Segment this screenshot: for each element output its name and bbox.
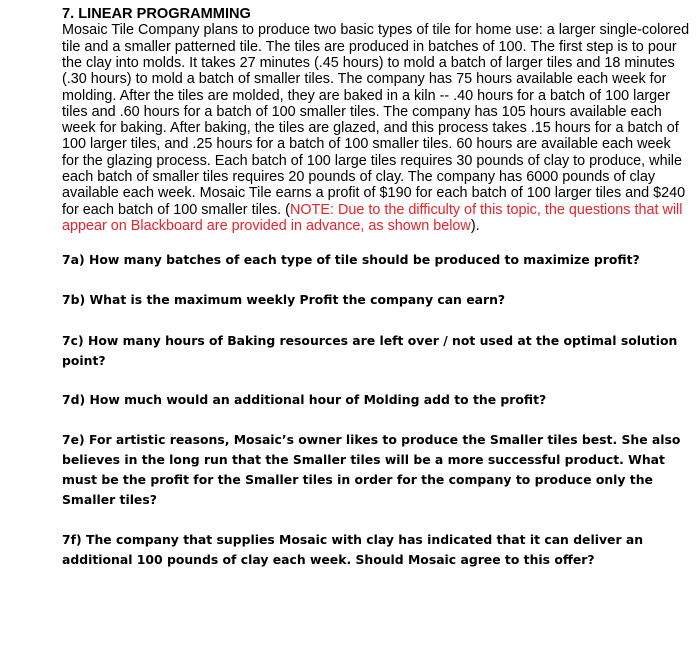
question-7f: 7f) The company that supplies Mosaic with clay has indicated that it can deliver an additional 100 pounds of clay each week. Should Mosaic agree to this offer? (62, 532, 644, 567)
section-title: 7. LINEAR PROGRAMMING (62, 6, 251, 22)
document-page (62, 6, 690, 567)
question-7c: 7c) How many hours of Baking resources are left over / not used at the optimal solution point? (62, 333, 678, 368)
closing-text: ). (470, 217, 480, 234)
problem-text: Mosaic Tile Company plans to produce two basic types of tile for home use: a larger single-colored tile and a smaller patterned tile. The tiles are produced in batches of 100. The first step is to pour the clay into molds. It takes 27 minutes (.45 hours) to mold a batch of larger tiles and 18 minutes (.30 hours) to mold a batch of smaller tiles. The company has 75 hours available each week for molding. After the tiles are molded, they are baked in a kiln -- .40 hours for a batch of 100 larger tiles and .60 hours for a batch of 100 smaller tiles. The company has 105 hours available each week for baking. After baking, the tiles are glazed, and this process takes .15 hours for a batch of 100 larger tiles, and .25 hours for a batch of 100 smaller tiles. 60 hours are available each week for the glazing process. Each batch of 100 large tiles requires 30 pounds of clay to produce, while each batch of smaller tiles requires 20 pounds of clay. The company has 6000 pounds of clay available each week. Mosaic Tile earns a profit of $190 for each batch of 100 larger tiles and $240 for each batch of 100 smaller tiles. ( (62, 22, 690, 218)
note-text: NOTE: Due to the difficulty of this topic, the questions that will appear on Blackboard are provided in advance, as shown below (62, 201, 683, 234)
problem-statement (62, 22, 690, 234)
question-7a: 7a) How many batches of each type of tile should be produced to maximize profit? (62, 252, 640, 267)
question-7d: 7d) How much would an additional hour of Molding add to the profit? (62, 392, 547, 407)
question-7b: 7b) What is the maximum weekly Profit the company can earn? (62, 292, 506, 307)
question-7e: 7e) For artistic reasons, Mosaic’s owner likes to produce the Smaller tiles best. She also believes in the long run that the Smaller tiles will be a more successful product. What must be the profit for the Smaller tiles in order for the company to produce only the Smaller tiles? (62, 432, 681, 507)
